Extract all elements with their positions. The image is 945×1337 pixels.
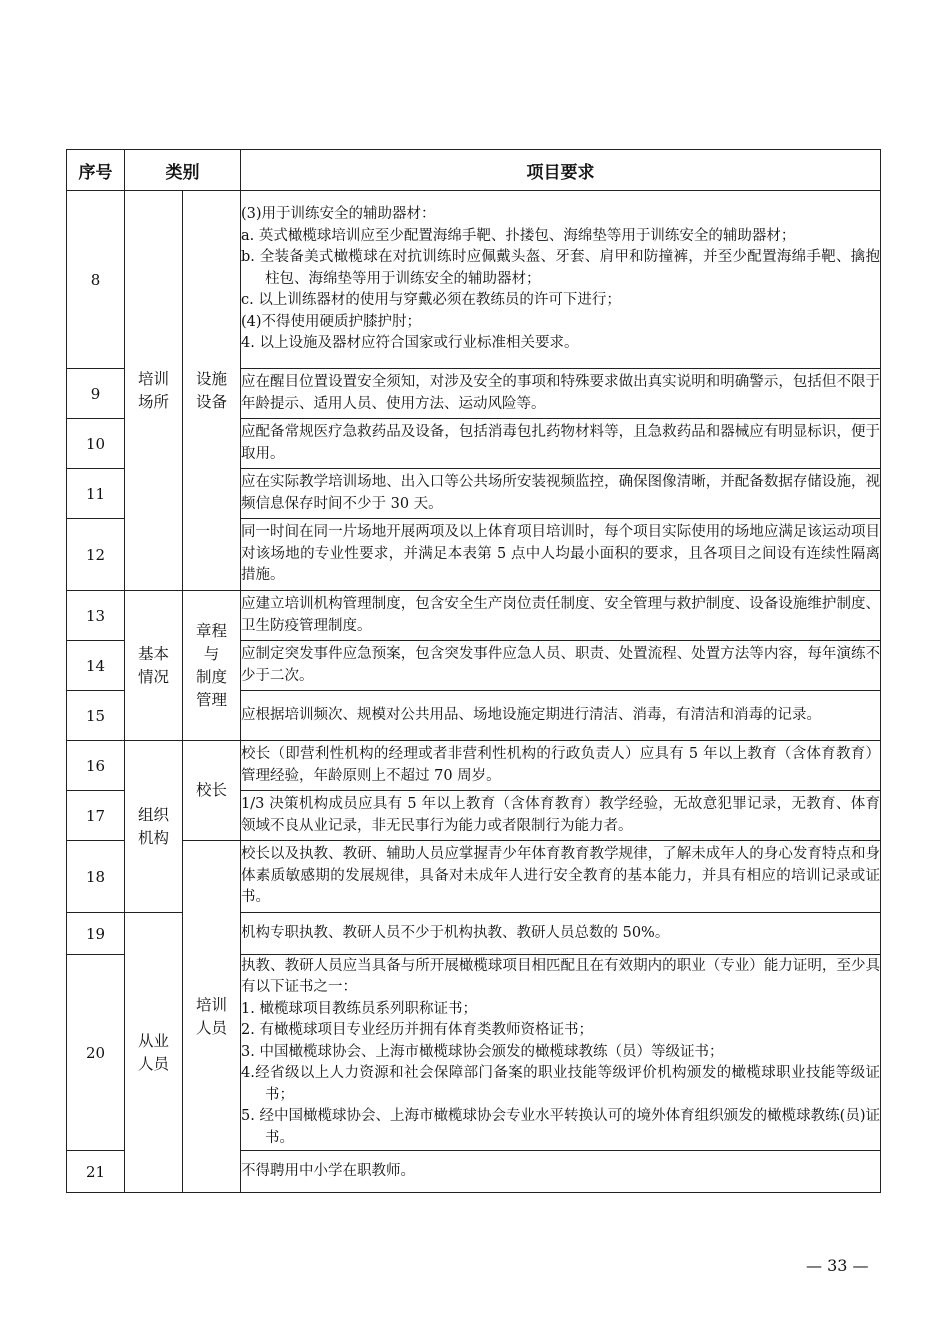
row-number: 15 [67,691,125,741]
table-row [67,591,881,641]
table-row [67,191,881,369]
requirement-text: 应建立培训机构管理制度，包含安全生产岗位责任制度、安全管理与救护制度、设备设施维护制度、卫生防疫管理制度。 [241,591,881,641]
requirement-text: 不得聘用中小学在职教师。 [241,1151,881,1193]
category-line: 设施 [195,369,227,388]
category-line: 章程 [195,621,227,640]
row-number: 9 [67,369,125,419]
category-line: 培训 [137,369,169,388]
category-line: 组织 [137,805,169,824]
row-number: 16 [67,741,125,791]
requirement-text: 机构专职执教、教研人员不少于机构执教、教研人员总数的 50%。 [241,913,881,955]
page-number: — 33 — [806,1256,869,1275]
row-number: 14 [67,641,125,691]
category-line: 场所 [137,392,169,411]
category-line: 校长 [195,781,227,799]
row-number: 11 [67,469,125,519]
category-basic [125,591,183,741]
requirement-text: 校长（即营利性机构的经理或者非营利性机构的行政负责人）应具有 5 年以上教育（含体育教育）管理经验，年龄原则上不超过 70 周岁。 [241,741,881,791]
category-line: 设备 [195,392,227,411]
category-line: 情况 [137,667,169,686]
category-line: 管理 [195,690,227,709]
requirement-text: 应配备常规医疗急救药品及设备，包括消毒包扎药物材料等，且急救药品和器械应有明显标识，便于取用。 [241,419,881,469]
requirement-text: 同一时间在同一片场地开展两项及以上体育项目培训时，每个项目实际使用的场地应满足该运动项目对该场地的专业性要求，并满足本表第 5 点中人均最小面积的要求，且各项目之间设有连续性隔离措施。 [241,519,881,591]
row-number: 18 [67,841,125,913]
row-number: 12 [67,519,125,591]
header-requirements: 项目要求 [241,150,881,191]
category-line: 机构 [137,828,169,847]
row-number: 21 [67,1151,125,1193]
category-staff [125,913,183,1193]
category-line: 从业 [137,1031,169,1050]
requirement-text: 应在实际教学培训场地、出入口等公共场所安装视频监控，确保图像清晰，并配备数据存储设施，视频信息保存时间不少于 30 天。 [241,469,881,519]
header-num: 序号 [67,150,125,191]
category-site [125,191,183,591]
category-line: 与 [203,644,220,663]
subcategory-rules [183,591,241,741]
row-number: 19 [67,913,125,955]
row-number: 17 [67,791,125,841]
category-line: 人员 [195,1018,227,1037]
subcategory-trainer [183,841,241,1193]
category-line: 基本 [137,644,169,663]
requirement-text: 应在醒目位置设置安全须知，对涉及安全的事项和特殊要求做出真实说明和明确警示，包括但不限于年龄提示、适用人员、使用方法、运动风险等。 [241,369,881,419]
subcategory-principal [183,741,241,841]
requirement-text: 1/3 决策机构成员应具有 5 年以上教育（含体育教育）教学经验，无故意犯罪记录，无教育、体育领域不良从业记录，非无民事行为能力或者限制行为能力者。 [241,791,881,841]
requirement-text: 应根据培训频次、规模对公共用品、场地设施定期进行清洁、消毒，有清洁和消毒的记录。 [241,691,881,741]
table-row [67,841,881,913]
requirement-text: (3)用于训练安全的辅助器材： a. 英式橄榄球培训应至少配置海绵手靶、扑搂包、海绵垫等用于训练安全的辅助器材； b. 全装备美式橄榄球在对抗训练时应佩戴头盔、牙套、肩甲和防撞裤，并至少配置海绵手靶、擒抱柱包、海绵垫等用于训练安全的辅助器材； c. 以上训练器材的使用与穿戴必须在教练员的许可下进行； (4)不得使用硬质护膝护肘； 4. 以上设施及器材应符合国家或行业标准相关要求。 [241,191,881,369]
row-number: 10 [67,419,125,469]
row-number: 13 [67,591,125,641]
category-line: 制度 [195,667,227,686]
row-number: 20 [67,955,125,1151]
category-line: 人员 [137,1054,169,1073]
requirements-table [66,149,881,1193]
category-org [125,741,183,913]
header-category: 类别 [125,150,241,191]
row-number: 8 [67,191,125,369]
requirement-text: 应制定突发事件应急预案，包含突发事件应急人员、职责、处置流程、处置方法等内容，每年演练不少于二次。 [241,641,881,691]
requirement-text: 执教、教研人员应当具备与所开展橄榄球项目相匹配且在有效期内的职业（专业）能力证明，至少具有以下证书之一： 1. 橄榄球项目教练员系列职称证书； 2. 有橄榄球项目专业经历并拥有体育类教师资格证书； 3. 中国橄榄球协会、上海市橄榄球协会颁发的橄榄球教练（员）等级证书； 4.经省级以上人力资源和社会保障部门备案的职业技能等级评价机构颁发的橄榄球职业技能等级证书； 5. 经中国橄榄球协会、上海市橄榄球协会专业水平转换认可的境外体育组织颁发的橄榄球教练(员)证书。 [241,955,881,1151]
subcategory-facility [183,191,241,591]
table-row [67,741,881,791]
table-header-row [67,150,881,191]
category-line: 培训 [195,995,227,1014]
requirement-text: 校长以及执教、教研、辅助人员应掌握青少年体育教育教学规律，了解未成年人的身心发育特点和身体素质敏感期的发展规律，具备对未成年人进行安全教育的基本能力，并具有相应的培训记录或证书。 [241,841,881,913]
